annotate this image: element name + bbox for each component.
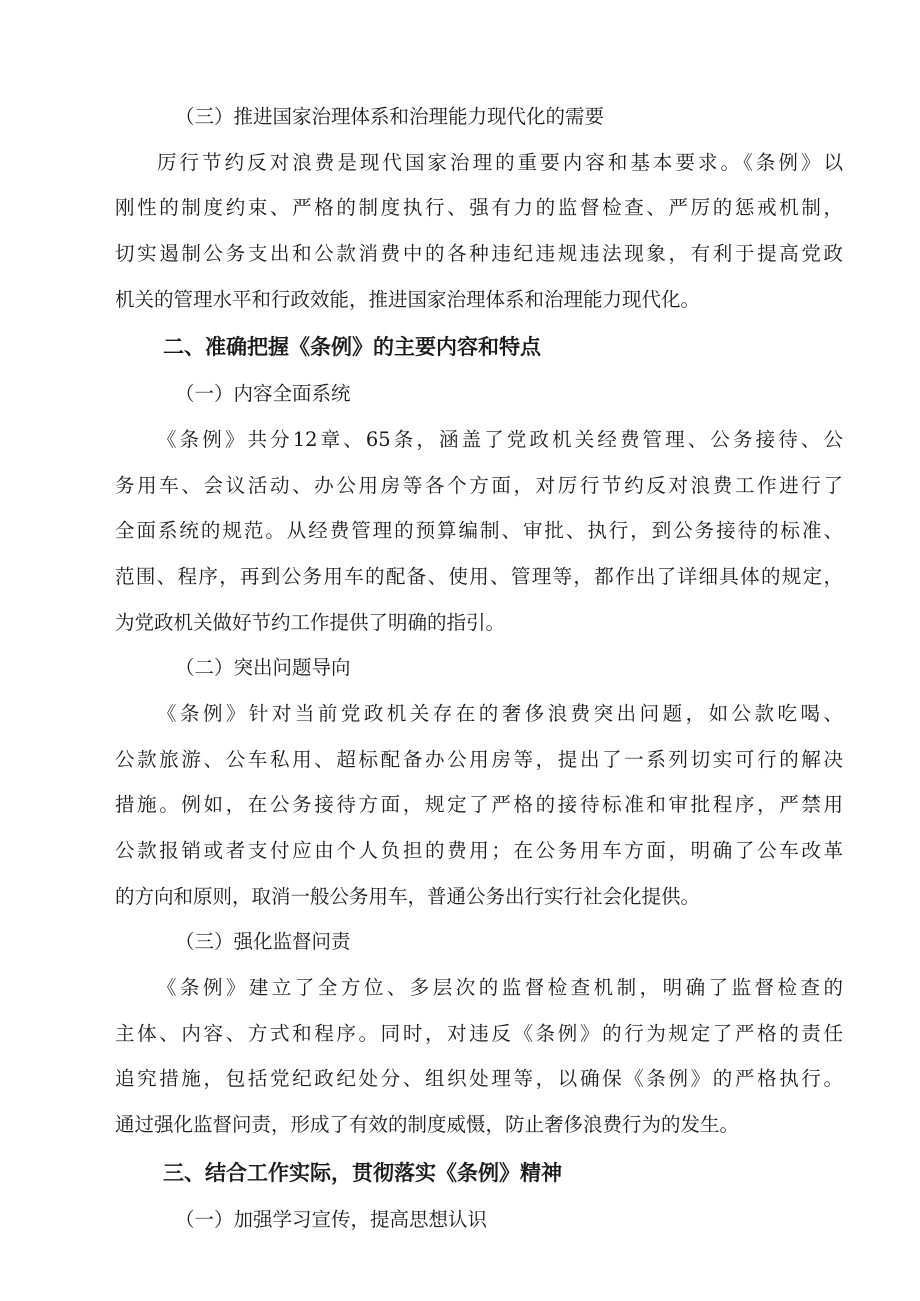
paragraph-line: 厉行节约反对浪费是现代国家治理的重要内容和基本要求。《条例》以: [157, 150, 843, 174]
paragraph-line: 务用车、会议活动、办公用房等各个方面，对厉行节约反对浪费工作进行了: [115, 473, 843, 497]
paragraph-line: 通过强化监督问责，形成了有效的制度威慑，防止奢侈浪费行为的发生。: [115, 1113, 740, 1137]
paragraph-line: 刚性的制度约束、严格的制度执行、强有力的监督检查、严厉的惩戒机制，: [115, 196, 843, 220]
paragraph-supervision: [115, 965, 843, 1148]
paragraph-content-system: [115, 417, 843, 645]
paragraph-line: 公款报销或者支付应由个人负担的费用；在公务用车方面，明确了公车改革: [115, 839, 843, 862]
paragraph-line: 《条例》建立了全方位、多层次的监督检查机制，明确了监督检查的: [157, 976, 843, 1000]
paragraph-line: 切实遏制公务支出和公款消费中的各种违纪违规违法现象，有利于提高党政: [115, 242, 843, 266]
paragraph-line: 《条例》共分12章、65条，涵盖了党政机关经费管理、公务接待、公: [157, 427, 843, 451]
paragraph-line: 《条例》针对当前党政机关存在的奢侈浪费突出问题，如公款吃喝、: [157, 701, 843, 725]
paragraph-line: 追究措施，包括党纪政纪处分、组织处理等，以确保《条例》的严格执行。: [115, 1067, 843, 1091]
subheading-3-3: （三）推进国家治理体系和治理能力现代化的需要: [175, 105, 605, 128]
paragraph-line: 全面系统的规范。从经费管理的预算编制、审批、执行，到公务接待的标准、: [115, 519, 843, 543]
section-heading-2: 二、准确把握《条例》的主要内容和特点: [163, 335, 541, 360]
section-heading-3: 三、结合工作实际，贯彻落实《条例》精神: [163, 1160, 562, 1185]
paragraph-governance: [115, 140, 843, 323]
paragraph-line: 机关的管理水平和行政效能，推进国家治理体系和治理能力现代化。: [115, 287, 701, 311]
paragraph-line: 范围、程序，再到公务用车的配备、使用、管理等，都作出了详细具体的规定，: [115, 564, 843, 588]
document-body: [115, 94, 843, 1242]
paragraph-line: 主体、内容、方式和程序。同时，对违反《条例》的行为规定了严格的责任: [115, 1021, 843, 1045]
subheading-2-1: （一）内容全面系统: [175, 382, 351, 406]
subheading-3-1: （一）加强学习宣传，提高思想认识: [175, 1207, 488, 1231]
subheading-2-2: （二）突出问题导向: [175, 656, 351, 680]
paragraph-line: 为党政机关做好节约工作提供了明确的指引。: [115, 610, 506, 634]
paragraph-problem-oriented: [115, 691, 843, 919]
paragraph-line: 措施。例如，在公务接待方面，规定了严格的接待标准和审批程序，严禁用: [115, 793, 843, 817]
subheading-2-3: （三）强化监督问责: [175, 930, 351, 954]
paragraph-line: 的方向和原则，取消一般公务用车，普通公务出行实行社会化提供。: [115, 884, 701, 908]
paragraph-line: 公款旅游、公车私用、超标配备办公用房等，提出了一系列切实可行的解决: [115, 747, 843, 771]
